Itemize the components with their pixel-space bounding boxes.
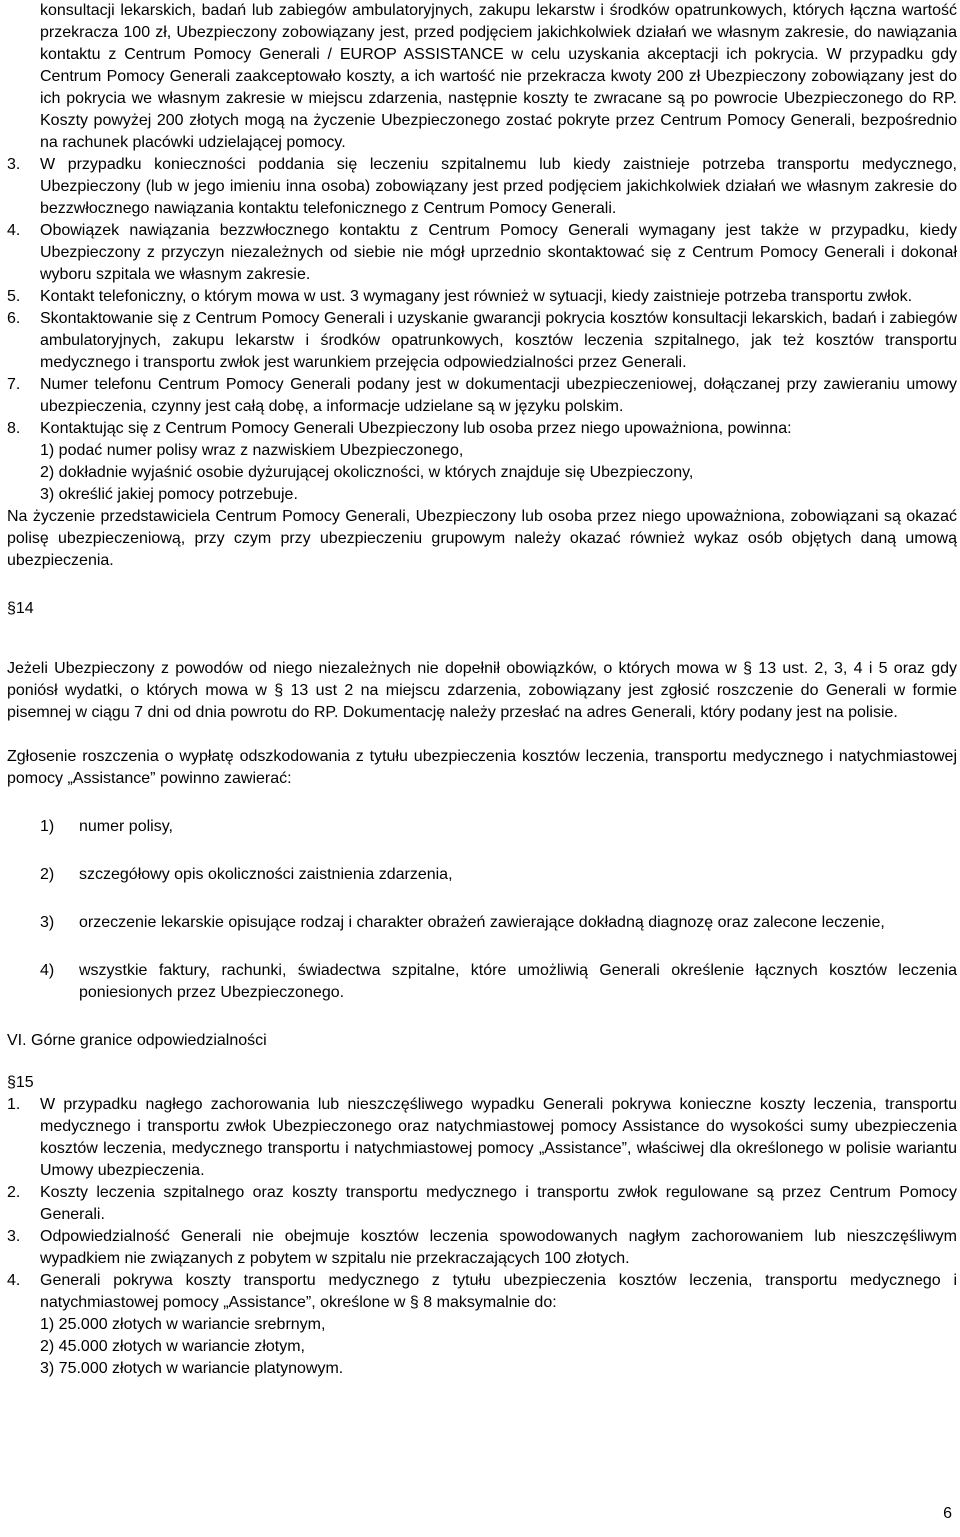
item-number: 4. <box>7 222 21 239</box>
item-number: 1. <box>7 1096 21 1113</box>
item-text: numer polisy, <box>79 818 173 835</box>
sub-item: 3) 75.000 złotych w wariancie platynowym. <box>40 1360 344 1377</box>
item-number: 3. <box>7 156 21 173</box>
section-13-list <box>7 154 957 506</box>
item-text: orzeczenie lekarskie opisujące rodzaj i charakter obrażeń zawierające dokładną diagnozę oraz zalecone leczenie, <box>79 914 885 931</box>
item-text: W przypadku nagłego zachorowania lub nieszczęśliwego wypadku Generali pokrywa konieczne koszty leczenia, transportu medycznego i transportu zwłok Ubezpieczonego oraz natychmiastowej pomocy Assistance do wysokości sumy ubezpieczenia kosztów leczenia, medycznego transportu i natychmiastowej pomocy „Assistance”, właściwej dla określonego w polisie wariantu Umowy ubezpieczenia. <box>40 1096 957 1179</box>
sub-item: 1) podać numer polisy wraz z nazwiskiem Ubezpieczonego, <box>40 442 464 459</box>
list-item <box>7 220 957 286</box>
item-number: 2. <box>7 1184 21 1201</box>
section-14-paragraph-1: Jeżeli Ubezpieczony z powodów od niego niezależnych nie dopełnił obowiązków, o których mowa w § 13 ust. 2, 3, 4 i 5 oraz gdy poniósł wydatki, o których mowa w § 13 ust 2 na miejscu zdarzenia, zobowiązany jest zgłosić roszczenie do Generali w formie pisemnej w ciągu 7 dni od dnia powrotu do RP. Dokumentację należy przesłać na adres Generali, który podany jest na polisie. <box>7 660 957 721</box>
section-symbol: § <box>7 1074 16 1091</box>
document-page <box>7 0 957 1380</box>
list-item <box>7 816 957 838</box>
section-symbol: § <box>7 600 16 617</box>
page-number: 6 <box>943 1505 952 1522</box>
item-text: Skontaktowanie się z Centrum Pomocy Generali i uzyskanie gwarancji pokrycia kosztów konsultacji lekarskich, badań i zabiegów ambulatoryjnych, zakupu lekarstw i środków opatrunkowych, kosztów leczenia szpitalnego, jak też kosztów transportu medycznego i transportu zwłok jest warunkiem przejęcia odpowiedzialności przez Generali. <box>40 310 957 371</box>
item-text: Kontakt telefoniczny, o którym mowa w ust. 3 wymagany jest również w sytuacji, kiedy zaistnieje potrzeba transportu zwłok. <box>40 288 913 305</box>
sub-item: 2) dokładnie wyjaśnić osobie dyżurującej okoliczności, w których znajduje się Ubezpieczony, <box>40 464 694 481</box>
item-text: Kontaktując się z Centrum Pomocy Generali Ubezpieczony lub osoba przez niego upoważniona, powinna: <box>40 420 792 437</box>
section-number: 14 <box>15 600 34 617</box>
item-text: szczegółowy opis okoliczności zaistnienia zdarzenia, <box>79 866 453 883</box>
section-15-heading <box>7 1072 957 1094</box>
item-text-block <box>40 1270 957 1380</box>
item-text: Odpowiedzialność Generali nie obejmuje kosztów leczenia spowodowanych nagłym zachorowaniem lub nieszczęśliwym wypadkiem nie związanych z pobytem w szpitalu nie przekraczających 100 złotych. <box>40 1228 957 1267</box>
item-number: 3) <box>40 914 55 931</box>
list-item <box>7 864 957 886</box>
item-text: wszystkie faktury, rachunki, świadectwa szpitalne, które umożliwią Generali określenie łącznych kosztów leczenia poniesionych przez Ubezpieczonego. <box>79 962 957 1001</box>
item-text: Numer telefonu Centrum Pomocy Generali podany jest w dokumentacji ubezpieczeniowej, dołączanej przy zawieraniu umowy ubezpieczenia, czynny jest całą dobę, a informacje udzielane są w języku polskim. <box>40 376 957 415</box>
item-number: 8. <box>7 420 21 437</box>
item-text: Generali pokrywa koszty transportu medycznego z tytułu ubezpieczenia kosztów leczenia, transportu medycznego i natychmiastowej pomocy „Assistance”, określone w § 8 maksymalnie do: <box>40 1272 957 1311</box>
item-text: W przypadku konieczności poddania się leczeniu szpitalnemu lub kiedy zaistnieje potrzeba transportu medycznego, Ubezpieczony (lub w jego imieniu inna osoba) zobowiązany jest przed podjęciem jakichkolwiek działań we własnym zakresie do bezzwłocznego nawiązania kontaktu telefonicznego z Centrum Pomocy Generali. <box>40 156 957 217</box>
intro-paragraph: konsultacji lekarskich, badań lub zabiegów ambulatoryjnych, zakupu lekarstw i środków opatrunkowych, których łączna wartość przekracza 100 zł, Ubezpieczony zobowiązany jest, przed podjęciem jakichkolwiek działań we własnym zakresie, do nawiązania kontaktu z Centrum Pomocy Generali / EUROP ASSISTANCE w celu uzyskania akceptacji ich pokrycia. W przypadku gdy Centrum Pomocy Generali zaakceptowało koszty, a ich wartość nie przekracza kwoty 200 zł Ubezpieczony zobowiązany jest do ich pokrycia we własnym zakresie w miejscu zdarzenia, następnie koszty te zwracane są po powrocie Ubezpieczonego do RP. Koszty powyżej 200 złotych mogą na życzenie Ubezpieczonego zostać pokryte przez Centrum Pomocy Generali, bezpośrednio na rachunek placówki udzielającej pomocy. <box>40 2 957 151</box>
item-text-block <box>40 418 957 506</box>
sub-item: 2) 45.000 złotych w wariancie złotym, <box>40 1338 305 1355</box>
item-number: 6. <box>7 310 21 327</box>
section-14-paragraph-2: Zgłosenie roszczenia o wypłatę odszkodowania z tytułu ubezpieczenia kosztów leczenia, transportu medycznego i natychmiastowej pomocy „Assistance” powinno zawierać: <box>7 748 957 787</box>
item-number: 4. <box>7 1272 21 1289</box>
list-item <box>7 1226 957 1270</box>
item-number: 5. <box>7 288 21 305</box>
item-number: 1) <box>40 818 55 835</box>
item-number: 4) <box>40 962 55 979</box>
item-number: 3. <box>7 1228 21 1245</box>
list-item <box>7 154 957 220</box>
item-number: 2) <box>40 866 55 883</box>
list-item <box>7 374 957 418</box>
claim-requirements-list <box>7 816 957 1004</box>
list-item <box>7 912 957 934</box>
list-item <box>7 1270 957 1380</box>
list-item <box>7 286 957 308</box>
list-item <box>7 1182 957 1226</box>
chapter-title: VI. Górne granice odpowiedzialności <box>7 1032 267 1049</box>
item-number: 7. <box>7 376 21 393</box>
list-item <box>7 418 957 506</box>
item-text: Obowiązek nawiązania bezzwłocznego kontaktu z Centrum Pomocy Generali wymagany jest także w przypadku, kiedy Ubezpieczony z przyczyn niezależnych od siebie nie mógł uprzednio skontaktować się z Centrum Pomocy Generali i dokonał wyboru szpitala we własnym zakresie. <box>40 222 957 283</box>
section-15-list <box>7 1094 957 1380</box>
item-text: Koszty leczenia szpitalnego oraz koszty transportu medycznego i transportu zwłok regulowane są przez Centrum Pomocy Generali. <box>40 1184 957 1223</box>
section-14-heading <box>7 598 957 620</box>
list-item <box>7 308 957 374</box>
list-item <box>7 1094 957 1182</box>
section-number: 15 <box>15 1074 34 1091</box>
request-paragraph: Na życzenie przedstawiciela Centrum Pomocy Generali, Ubezpieczony lub osoba przez niego upoważniona, zobowiązani są okazać polisę ubezpieczeniową, przy czym przy ubezpieczeniu grupowym należy okazać również wykaz osób objętych daną umową ubezpieczenia. <box>7 508 957 569</box>
sub-item: 3) określić jakiej pomocy potrzebuje. <box>40 486 298 503</box>
list-item <box>7 960 957 1004</box>
sub-item: 1) 25.000 złotych w wariancie srebrnym, <box>40 1316 326 1333</box>
